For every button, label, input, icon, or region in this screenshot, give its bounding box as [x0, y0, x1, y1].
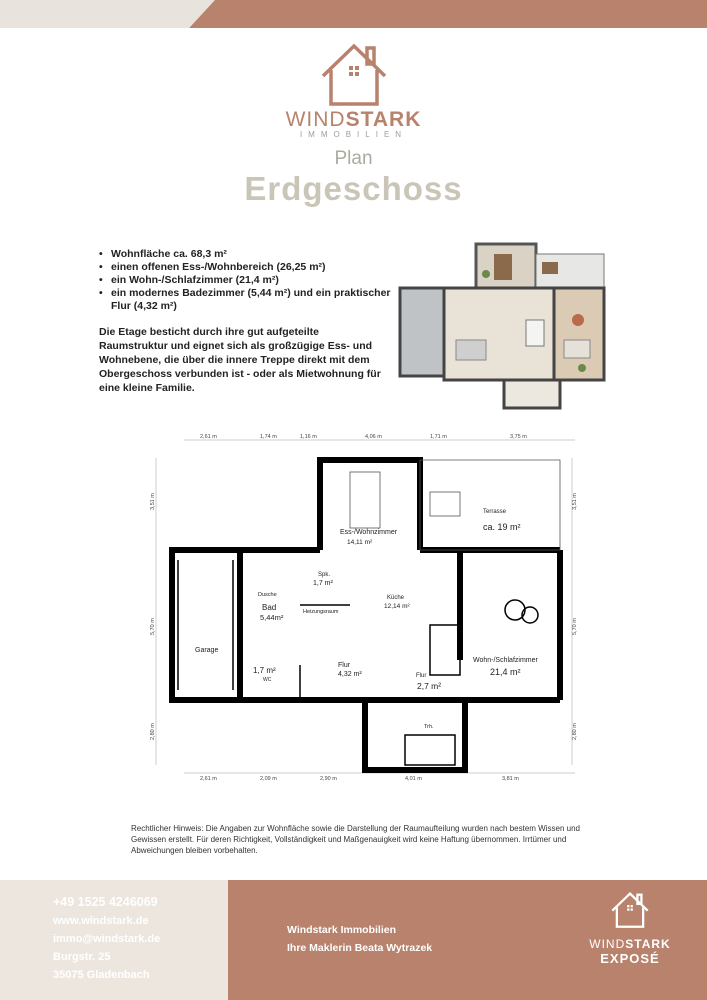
room-dusche: Dusche [258, 592, 277, 598]
room-ess-name: Ess-/Wohnzimmer [340, 529, 398, 536]
brand-part2: STARK [345, 108, 422, 131]
dim-top-2: 1,74 m [260, 434, 277, 440]
feature-item: • Wohnfläche ca. 68,3 m² [99, 248, 391, 261]
dim-right-2: 5,70 m [572, 618, 578, 635]
brand-part1: WIND [285, 108, 346, 131]
room-wohn-name: Wohn-/Schlafzimmer [473, 657, 538, 664]
feature-item: • ein modernes Badezimmer (5,44 m²) und ein praktischer Flur (4,32 m²) [99, 287, 391, 313]
footer-expose: EXPOSÉ [600, 951, 660, 966]
description: Die Etage besticht durch ihre gut aufgeteilte Raumstruktur und eignet sich als großzügige Ess- und Wohnebene, die über die innere Treppe direkt mit dem Obergeschoss verbunden ist - oder als Mietwohnung für eine kleine Familie. [99, 326, 381, 394]
feature-list [99, 248, 391, 313]
brand-sub: IMMOBILIEN [299, 130, 408, 139]
footer-logo [580, 890, 680, 966]
room-wc: WC [263, 677, 272, 683]
room-terrasse-name: Terrasse [483, 509, 507, 515]
dim-left-3: 2,80 m [150, 723, 156, 740]
floorplan-2d [140, 430, 585, 785]
room-kueche-name: Küche [387, 595, 405, 601]
room-spk-area: 1,7 m² [313, 580, 333, 587]
room-kueche-area: 12,14 m² [384, 603, 410, 610]
room-flur1-area: 4,32 m² [338, 671, 362, 678]
footer-contact [53, 895, 160, 981]
footer-brand [580, 937, 680, 951]
room-heizung: Heizungsraum [303, 609, 339, 615]
room-bad-area: 5,44m² [260, 613, 284, 622]
top-band-accent [0, 0, 215, 28]
brand-logo [0, 40, 707, 139]
house-icon [319, 40, 389, 106]
feature-item: • ein Wohn-/Schlafzimmer (21,4 m²) [99, 274, 391, 287]
dim-top-4: 4,06 m [365, 434, 382, 440]
room-wohn-area: 21,4 m² [490, 667, 521, 677]
dim-top-3: 1,16 m [300, 434, 317, 440]
footer-agent: Ihre Maklerin Beata Wytrazek [287, 942, 433, 954]
room-flur2-area: 2,7 m² [417, 681, 442, 691]
room-terrasse-area: ca. 19 m² [483, 522, 521, 532]
dim-bottom-2: 2,09 m [260, 776, 277, 782]
dim-top-1: 2,61 m [200, 434, 217, 440]
dim-top-6: 3,75 m [510, 434, 527, 440]
room-wc-area: 1,7 m² [253, 666, 276, 675]
footer-house-icon [610, 890, 650, 928]
footer-phone[interactable]: +49 1525 4246069 [53, 895, 158, 909]
room-spk-name: Spk. [318, 572, 331, 578]
feature-item: • einen offenen Ess-/Wohnbereich (26,25 m²) [99, 261, 391, 274]
footer-street: Burgstr. 25 [53, 951, 111, 963]
legal-note: Rechtlicher Hinweis: Die Angaben zur Wohnfläche sowie die Darstellung der Raumaufteilung wurden nach bestem Wissen und Gewissen erstellt. Für deren Richtigkeit, Vollständigkeit und Maßgenauigkeit wird keine Haftung übernommen. Irrtümer und Abweichungen bleiben vorbehalten. [131, 824, 580, 855]
dim-right-1: 3,51 m [572, 493, 578, 510]
room-flur2-name: Flur [416, 673, 427, 679]
dim-top-5: 1,71 m [430, 434, 447, 440]
dim-bottom-3: 2,90 m [320, 776, 337, 782]
footer-company [287, 921, 432, 957]
room-bad-name: Bad [262, 603, 277, 612]
floorplan-3d-thumbnail [396, 240, 611, 412]
room-garage: Garage [195, 647, 219, 654]
brand-name [0, 108, 707, 132]
page-title: Erdgeschoss [244, 170, 463, 207]
room-treppe: Trh. [424, 724, 434, 730]
footer-company-name: Windstark Immobilien [287, 924, 397, 936]
dim-left-1: 3,51 m [150, 493, 156, 510]
footer-city: 35075 Gladenbach [53, 969, 150, 981]
dim-bottom-4: 4,01 m [405, 776, 422, 782]
footer-brand-part2: STARK [625, 937, 671, 951]
room-flur1-name: Flur [338, 662, 351, 669]
dim-bottom-5: 3,81 m [502, 776, 519, 782]
dim-bottom-1: 2,61 m [200, 776, 217, 782]
dim-right-3: 2,80 m [572, 723, 578, 740]
room-ess-area: 14,11 m² [347, 539, 373, 546]
footer-brand-part1: WIND [589, 937, 626, 951]
footer-email[interactable]: immo@windstark.de [53, 933, 161, 945]
plan-label: Plan [334, 148, 373, 169]
footer-website[interactable]: www.windstark.de [53, 915, 149, 927]
dim-left-2: 5,70 m [150, 618, 156, 635]
